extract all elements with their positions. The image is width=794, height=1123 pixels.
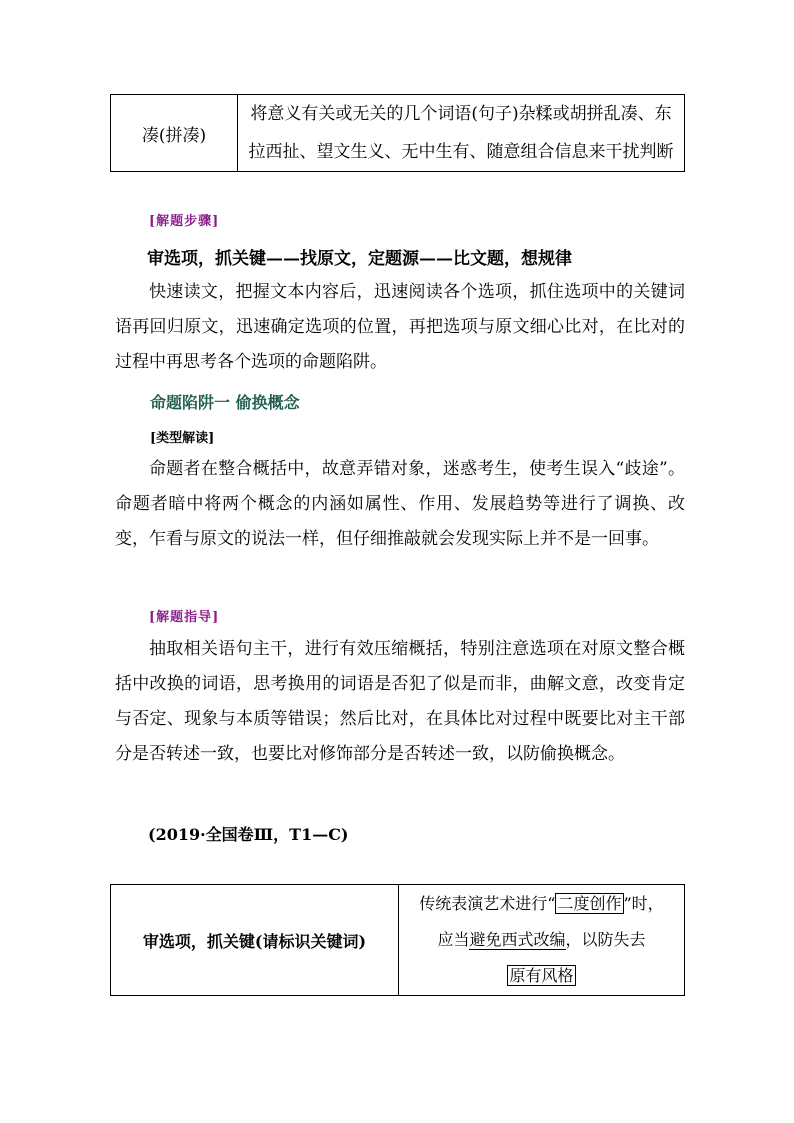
citation: (2019·全国卷Ⅲ，T1—C) (148, 825, 349, 844)
answer-text: 传统表演艺术进行“ (419, 894, 556, 913)
boxed-keyword: 二度创作 (557, 894, 622, 913)
exercise-answer-cell (399, 885, 685, 996)
exercise-table (110, 884, 685, 996)
steps-paragraph: 快速读文，把握文本内容后，迅速阅读各个选项，抓住选项中的关键词语再回归原文，迅速确定选项的位置，再把选项与原文细心比对，在比对的过程中再思考各个选项的命题陷阱。 (115, 282, 685, 372)
section-tag-steps: [解题步骤] (149, 214, 220, 229)
table-description-cell: 将意义有关或无关的几个词语(句子)杂糅或胡拼乱凑、东拉西扯、望文生义、无中生有、随意组合信息来干扰判断 (238, 95, 685, 172)
section-tag-guidance: [解题指导] (149, 610, 220, 625)
exercise-instruction-cell: 审选项，抓关键(请标识关键词) (111, 885, 399, 996)
underlined-keyword: 避免西式改编 (469, 930, 566, 949)
answer-text: 应当 (437, 930, 470, 949)
answer-text: ”时， (623, 894, 664, 913)
answer-line-3 (403, 958, 680, 994)
type-paragraph: 命题者在整合概括中，故意弄错对象，迷惑考生，使考生误入“歧途”。命题者暗中将两个概念的内涵如属性、作用、发展趋势等进行了调换、改变，乍看与原文的说法一样，但仔细推敲就会发现实际上并不是一回事。 (115, 459, 685, 549)
section-tag-type: [类型解读] (150, 431, 215, 446)
answer-text: ，以防失去 (565, 930, 646, 949)
answer-line-2 (403, 922, 680, 958)
boxed-keyword: 原有风格 (509, 966, 574, 985)
concept-table (110, 94, 685, 172)
trap-title: 命题陷阱一 偷换概念 (150, 393, 300, 412)
steps-heading: 审选项，抓关键——找原文，定题源——比文题，想规律 (147, 249, 572, 269)
guidance-paragraph: 抽取相关语句主干，进行有效压缩概括，特别注意选项在对原文整合概括中改换的词语，思考换用的词语是否犯了似是而非，曲解文意，改变肯定与否定、现象与本质等错误；然后比对，在具体比对过程中既要比对主干部分是否转述一致，也要比对修饰部分是否转述一致，以防偷换概念。 (115, 639, 685, 764)
table-label-cell: 凑(拼凑) (111, 95, 238, 172)
answer-line-1 (403, 886, 680, 922)
